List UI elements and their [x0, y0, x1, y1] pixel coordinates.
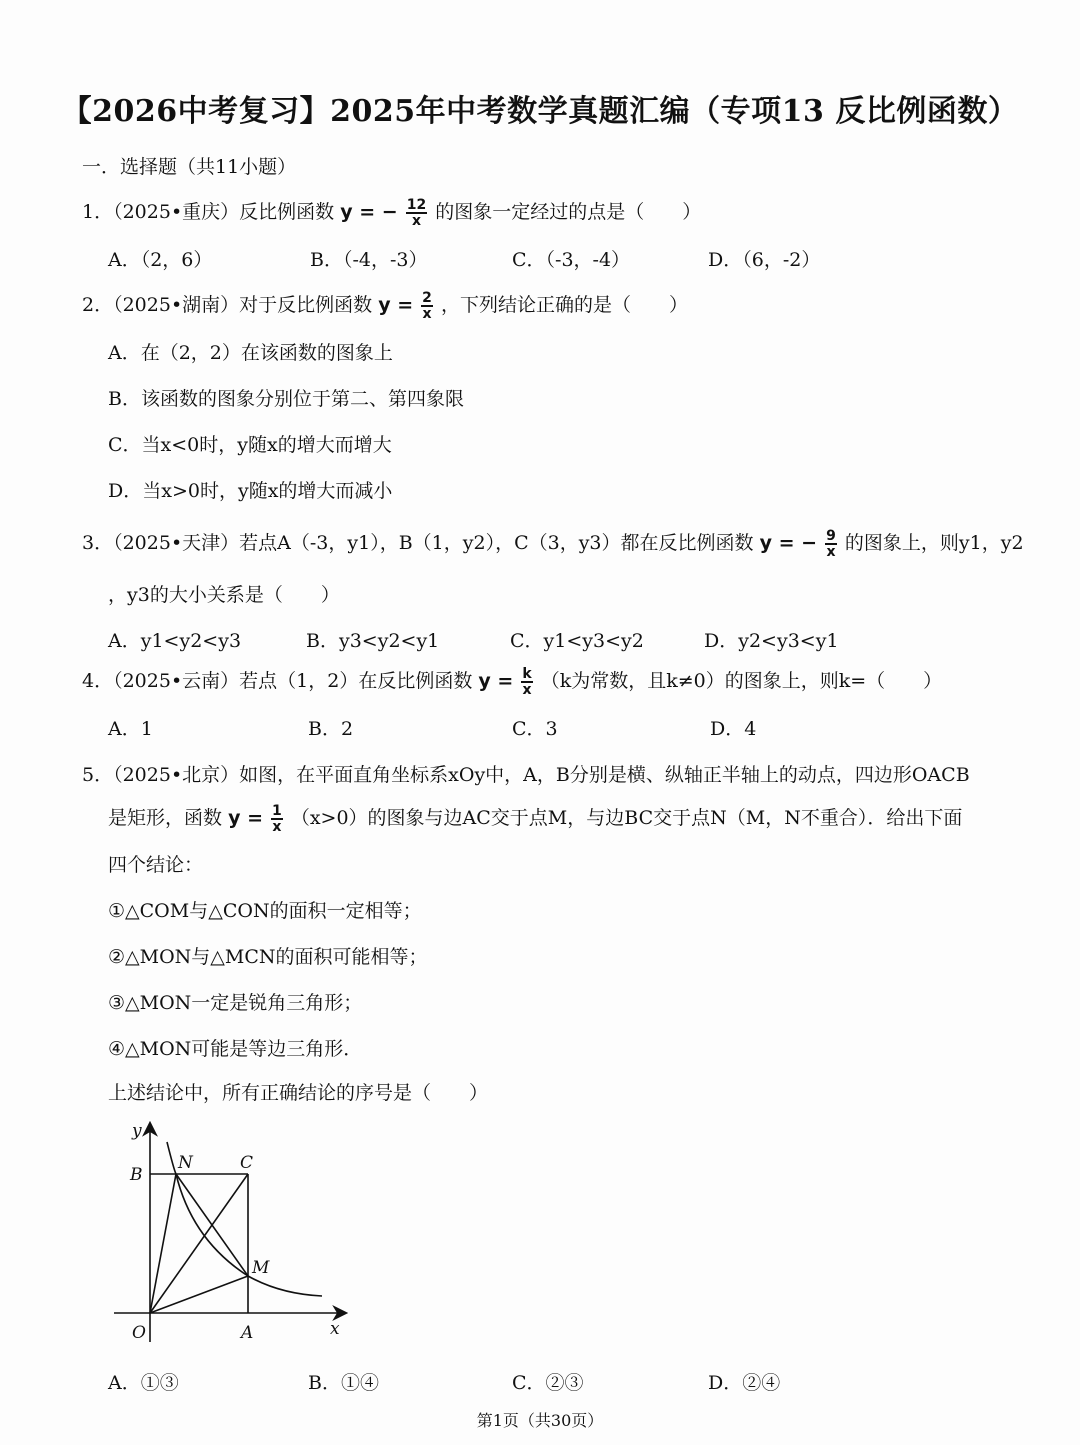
section-heading: 一．选择题（共11小题） — [82, 156, 297, 178]
question-2-suffix: ，下列结论正确的是（ ） — [440, 294, 688, 316]
question-5-line-2 — [108, 803, 962, 834]
q4-option-a: A．1 — [108, 718, 153, 740]
fraction — [406, 198, 427, 228]
point-m-label: M — [252, 1258, 270, 1278]
numerator: 1 — [272, 803, 282, 819]
function-lhs: y = — [228, 807, 263, 829]
question-2-prefix: 2．（2025•湖南）对于反比例函数 — [82, 294, 373, 316]
question-1 — [82, 197, 701, 228]
question-5: 5．（2025•北京）如图，在平面直角坐标系xOy中，A，B分别是横、纵轴正半轴上的动点，四边形OACB — [82, 764, 970, 786]
question-1-suffix: 的图象一定经过的点是（ ） — [435, 201, 702, 223]
fraction — [825, 529, 837, 559]
question-4-suffix: （k为常数，且k≠0）的图象上，则k=（ ） — [540, 670, 943, 692]
question-4 — [82, 666, 942, 697]
document-title: 【2026中考复习】2025年中考数学真题汇编（专项13 反比例函数） — [61, 94, 1019, 129]
point-a-label: A — [241, 1323, 254, 1343]
q1-option-b: B．（-4，-3） — [310, 249, 428, 271]
q3-option-b: B．y3<y2<y1 — [306, 630, 440, 652]
question-1-prefix: 1．（2025•重庆）反比例函数 — [82, 201, 335, 223]
q5-option-a: A．①③ — [108, 1372, 179, 1394]
question-3-suffix: 的图象上，则y1，y2 — [844, 532, 1024, 554]
question-5-line-2-prefix: 是矩形，函数 — [108, 807, 223, 829]
q1-option-d: D．（6，-2） — [708, 249, 821, 271]
x-axis-label: x — [330, 1319, 340, 1339]
q5-option-c: C．②③ — [512, 1372, 584, 1394]
q2-option-a: A．在（2，2）在该函数的图象上 — [108, 342, 393, 364]
q2-option-b: B．该函数的图象分别位于第二、第四象限 — [108, 388, 464, 410]
conclusion-3: ③△MON一定是锐角三角形； — [108, 992, 363, 1014]
denominator: x — [411, 213, 421, 229]
y-axis-label: y — [132, 1121, 142, 1141]
q5-option-b: B．①④ — [308, 1372, 379, 1394]
coordinate-figure — [100, 1110, 360, 1350]
q5-option-d: D．②④ — [708, 1372, 781, 1394]
q1-option-c: C．（-3，-4） — [512, 249, 631, 271]
q3-option-c: C．y1<y3<y2 — [510, 630, 644, 652]
q2-option-c: C．当x<0时，y随x的增大而增大 — [108, 434, 392, 456]
numerator: k — [522, 666, 532, 682]
question-4-prefix: 4．（2025•云南）若点（1，2）在反比例函数 — [82, 670, 473, 692]
fraction — [521, 667, 532, 697]
denominator: x — [522, 682, 532, 698]
fraction — [271, 804, 283, 834]
denominator: x — [422, 306, 432, 322]
question-3-prefix: 3．（2025•天津）若点A（-3，y1），B（1，y2），C（3，y3）都在反比例函数 — [82, 532, 754, 554]
conclusion-1: ①△COM与△CON的面积一定相等； — [108, 900, 422, 922]
point-o-label: O — [132, 1323, 146, 1343]
q1-option-a: A．（2，6） — [108, 249, 213, 271]
question-3 — [82, 528, 1024, 559]
question-5-line-2-suffix: （x>0）的图象与边AC交于点M，与边BC交于点N（M，N不重合）．给出下面 — [290, 807, 963, 829]
q4-option-c: C．3 — [512, 718, 558, 740]
q3-option-a: A．y1<y2<y3 — [108, 630, 242, 652]
q3-option-d: D．y2<y3<y1 — [704, 630, 839, 652]
function-lhs: y = — [378, 294, 414, 316]
denominator: x — [826, 544, 836, 560]
denominator: x — [272, 819, 282, 835]
function-lhs: y = — [478, 670, 514, 692]
page-footer: 第1页（共30页） — [476, 1411, 604, 1430]
point-c-label: C — [240, 1153, 254, 1173]
question-2 — [82, 290, 688, 321]
question-3-line-2: ，y3的大小关系是（ ） — [108, 584, 340, 606]
numerator: 2 — [422, 290, 432, 306]
function-lhs: y = − — [759, 532, 818, 554]
question-5-line-3: 四个结论： — [108, 854, 204, 876]
numerator: 9 — [826, 528, 836, 544]
q4-option-d: D．4 — [710, 718, 757, 740]
conclusion-2: ②△MON与△MCN的面积可能相等； — [108, 946, 428, 968]
fraction — [421, 291, 433, 321]
question-5-prompt: 上述结论中，所有正确结论的序号是（ ） — [108, 1082, 489, 1104]
function-lhs: y = − — [340, 201, 398, 223]
q2-option-d: D．当x>0时，y随x的增大而减小 — [108, 480, 393, 502]
numerator: 12 — [406, 197, 427, 213]
conclusion-4: ④△MON可能是等边三角形． — [108, 1038, 363, 1060]
q4-option-b: B．2 — [308, 718, 354, 740]
point-b-label: B — [130, 1165, 143, 1185]
point-n-label: N — [178, 1153, 193, 1173]
